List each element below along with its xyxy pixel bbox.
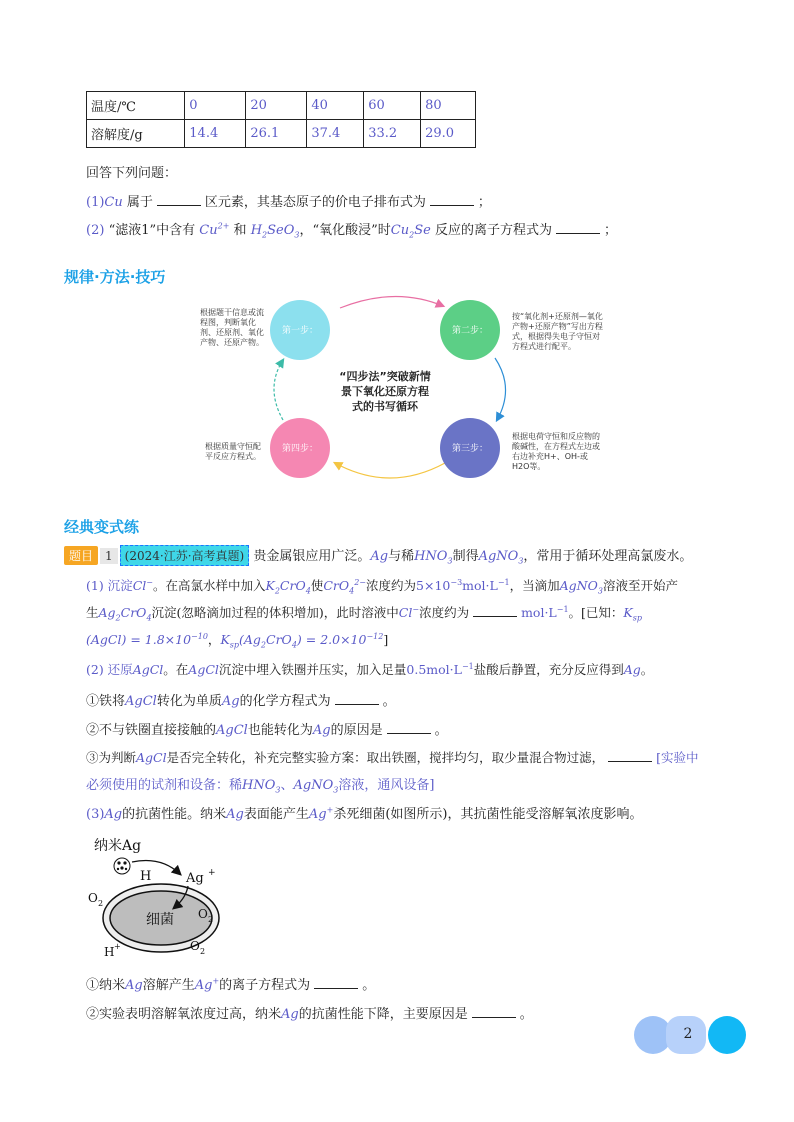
section-heading: 规律·方法·技巧 — [64, 268, 166, 286]
formula: mol·L — [462, 578, 498, 593]
o2-label: O — [190, 939, 200, 953]
bacteria-label: 细菌 — [146, 912, 174, 928]
formula: Ag — [221, 694, 240, 709]
part1-line2 — [86, 603, 642, 623]
text: 。 — [362, 978, 376, 993]
q2-text: “滤液1”中含有 — [108, 223, 196, 238]
o2-label: O — [198, 907, 208, 921]
formula: 3 — [333, 785, 339, 795]
formula: AgCl — [188, 662, 219, 677]
q2-text: 反应的离子方程式为 — [434, 223, 552, 238]
step3-note — [512, 432, 612, 472]
text: ①铁将 — [86, 694, 126, 709]
table-cell: 温度/℃ — [87, 92, 185, 120]
table-cell: 29.0 — [421, 120, 476, 148]
arrow — [340, 296, 443, 308]
formula: + — [326, 805, 334, 815]
text: 也能转化为 — [247, 723, 313, 738]
problem-text: 贵金属银应用广泛。 — [253, 549, 371, 564]
q1-text: 区元素，其基态原子的价电子排布式为 — [204, 195, 426, 210]
note-line: 根据题干信息或流 — [200, 308, 264, 317]
nano-ag-particle — [114, 858, 130, 874]
formula: 3 — [518, 556, 524, 566]
formula: −1 — [461, 661, 474, 671]
formula: sp — [632, 613, 642, 623]
q2-text: ； — [603, 223, 617, 238]
formula: CrO — [120, 605, 147, 620]
text: 。在 — [163, 662, 189, 677]
formula: AgCl — [132, 662, 164, 677]
part2 — [86, 660, 653, 678]
formula: 2 — [115, 613, 121, 623]
note-line: 产物+还原产物”写出方程 — [512, 322, 603, 331]
answer-blank[interactable] — [430, 193, 474, 206]
q2-formula: Cu — [199, 223, 218, 238]
center-title: 式的书写循环 — [352, 400, 418, 413]
q1-formula: Cu — [104, 195, 123, 210]
formula: Ag — [281, 1007, 299, 1022]
table-cell: 0 — [185, 92, 246, 120]
formula: Cl — [132, 578, 147, 593]
text: 、 — [280, 778, 294, 793]
subq-3-line2 — [86, 774, 434, 795]
formula: − — [412, 604, 420, 614]
o2-label: 2 — [200, 947, 206, 956]
q2-formula: H — [250, 223, 263, 238]
text: 的原因是 — [330, 723, 383, 738]
note-line: 剂、还原剂、氧化 — [200, 328, 264, 337]
q2-formula: Se — [414, 223, 431, 238]
text: 杀死细菌(如图所示)，其抗菌性能受溶解氧浓度影响。 — [333, 807, 643, 822]
formula: −1 — [556, 604, 569, 614]
note-line: 按“氧化剂+还原剂—氧化 — [512, 312, 603, 321]
formula: Ag — [312, 723, 331, 738]
part3 — [86, 803, 642, 822]
step1-note — [200, 308, 264, 348]
problem-text: ，常用于循环处理高氯废水。 — [523, 549, 693, 564]
text: 。 — [519, 1007, 533, 1022]
formula: 0.5mol·L — [406, 662, 462, 677]
q1-text: ； — [477, 195, 491, 210]
text: 的抗菌性能。纳米 — [122, 807, 227, 822]
step3-label: 第三步： — [451, 444, 489, 454]
note-line: 根据电荷守恒和反应物的 — [512, 432, 600, 441]
arrow — [274, 360, 283, 420]
q2-formula: 2+ — [217, 221, 230, 231]
formula: AgCl — [136, 750, 167, 765]
formula: sp — [229, 640, 240, 650]
answer-blank[interactable] — [608, 749, 652, 762]
step2-note — [512, 312, 612, 352]
formula: (AgCl) = 1.8×10 — [86, 632, 192, 647]
answer-blank[interactable] — [387, 721, 431, 734]
text: ] — [383, 632, 389, 647]
o2-label: 2 — [98, 899, 104, 908]
note-line: 产物、还原产物。 — [200, 338, 264, 347]
q2-text: 和 — [233, 223, 247, 238]
page-number-badge — [634, 1015, 746, 1055]
arrow — [335, 463, 445, 478]
center-title: “四步法”突破新情 — [339, 370, 431, 383]
table-cell: 80 — [421, 92, 476, 120]
text: 。[已知： — [568, 605, 624, 620]
badge-circle — [708, 1016, 746, 1054]
formula: Ag — [226, 807, 244, 822]
formula: 2− — [354, 577, 366, 587]
formula: K — [220, 632, 230, 647]
note-line: 右边补充H+、OH-或 — [512, 452, 588, 461]
text: 必须使用的试剂和设备：稀 — [86, 778, 243, 793]
text: 转化为单质 — [156, 694, 222, 709]
subq-1 — [86, 690, 396, 709]
note-line: 式，根据得失电子守恒对 — [512, 332, 600, 341]
table-cell: 37.4 — [307, 120, 364, 148]
ag-plus-label: + — [208, 868, 216, 878]
q2-formula: SeO — [267, 223, 295, 238]
text: 的离子方程式为 — [219, 978, 311, 993]
table-cell: 20 — [246, 92, 307, 120]
text: 溶解产生 — [142, 978, 195, 993]
part1-line1 — [86, 576, 678, 596]
subq-4 — [86, 974, 375, 993]
formula: Cl — [398, 605, 413, 620]
solubility-table — [86, 91, 476, 148]
formula: 4 — [349, 586, 355, 596]
center-title: 景下氧化还原方程 — [341, 385, 429, 398]
text: 使 — [310, 578, 324, 593]
formula: 4 — [305, 586, 311, 596]
subq-5 — [86, 1003, 533, 1022]
arrow — [495, 358, 506, 420]
answer-blank[interactable] — [314, 976, 358, 989]
intro-text: 回答下列问题： — [86, 166, 178, 181]
formula: Ag — [308, 807, 327, 822]
question-1 — [86, 191, 491, 210]
table-cell: 40 — [307, 92, 364, 120]
text: 。 — [640, 662, 654, 677]
q2-formula: 3 — [294, 230, 300, 240]
formula: 5×10 — [416, 578, 451, 593]
formula: HNO — [242, 778, 276, 793]
formula: 3 — [597, 586, 603, 596]
formula: CrO — [323, 578, 350, 593]
answer-blank[interactable] — [473, 604, 517, 617]
part1-line3 — [86, 630, 388, 650]
ag-plus-label: Ag — [186, 871, 204, 886]
text: 是否完全转化，补充完整实验方案：取出铁圈，搅拌均匀，取少量混合物过滤， — [166, 750, 605, 765]
formula: AgCl — [216, 723, 248, 738]
table-cell: 60 — [364, 92, 421, 120]
formula: (Ag — [239, 632, 261, 647]
table-cell: 26.1 — [246, 120, 307, 148]
step4-label: 第四步： — [281, 444, 319, 454]
note-line: 方程式进行配平。 — [512, 342, 576, 351]
note-line: H2O等。 — [512, 462, 546, 471]
formula: CrO — [266, 632, 292, 647]
problem-text: 制得 — [452, 549, 479, 564]
note-line: 平反应方程式。 — [205, 452, 261, 461]
bacteria-figure — [86, 832, 246, 964]
table-row — [87, 92, 476, 120]
text: 溶液至开始产 — [602, 578, 678, 593]
table-cell: 溶解度/g — [87, 120, 185, 148]
table-cell: 33.2 — [364, 120, 421, 148]
text: 。 — [382, 694, 396, 709]
q1-number: (1) — [86, 195, 105, 210]
note-line: 根据质量守恒配 — [205, 442, 261, 451]
formula: −1 — [497, 577, 510, 587]
formula: ) = 2.0×10 — [296, 632, 367, 647]
formula: Ag — [370, 549, 389, 564]
formula: AgCl — [125, 694, 157, 709]
answer-blank[interactable] — [157, 193, 201, 206]
formula: K — [265, 578, 275, 593]
q2-text: ，“氧化酸浸”时 — [299, 223, 391, 238]
note-line: 酸碱性，在方程式左边或 — [512, 442, 600, 451]
formula: 3 — [275, 785, 281, 795]
formula: Ag — [104, 807, 123, 822]
q2-number: (2) — [86, 223, 105, 238]
subq-2 — [86, 719, 448, 738]
nano-ag-label: 纳米Ag — [94, 838, 142, 854]
formula: AgNO — [478, 549, 519, 564]
text: (3) — [86, 807, 105, 822]
o2-label: O — [88, 891, 98, 905]
text: 。 — [434, 723, 448, 738]
text: ，当滴加 — [509, 578, 560, 593]
problem-source: (2024·江苏·高考真题) — [120, 545, 250, 566]
problem-tag: 题目 — [64, 546, 98, 565]
answer-blank[interactable] — [556, 221, 600, 234]
step1-label: 第一步： — [281, 326, 319, 336]
section-heading: 经典变式练 — [64, 518, 140, 536]
problem-header — [64, 545, 692, 566]
q1-text: 属于 — [126, 195, 153, 210]
q2-formula: 2 — [262, 230, 268, 240]
page-number: 2 — [683, 1026, 693, 1042]
q2-formula: Cu — [390, 223, 410, 238]
formula: K — [623, 605, 633, 620]
subq-3-line1 — [86, 748, 699, 766]
note-line: 程图，判断氧化 — [200, 318, 256, 327]
h-plus-label: H — [104, 945, 115, 959]
formula: − — [146, 577, 153, 587]
question-2 — [86, 219, 617, 240]
text: 盐酸后静置，充分反应得到 — [473, 662, 624, 677]
text: 沉淀(忽略滴加过程的体积增加)，此时溶液中 — [151, 605, 399, 620]
text: ①纳米 — [86, 978, 126, 993]
text: 表面能产生 — [243, 807, 309, 822]
formula: Ag — [194, 978, 213, 993]
formula: mol·L — [521, 605, 557, 620]
text: 生 — [86, 605, 99, 620]
formula: 2 — [260, 640, 267, 650]
text: ②不与铁圈直接接触的 — [86, 723, 217, 738]
text: 。在高氯水样中加入 — [152, 578, 266, 593]
text: ②实验表明溶解氧浓度过高，纳米 — [86, 1007, 282, 1022]
formula: Ag — [125, 978, 143, 993]
h-label: H — [140, 869, 152, 884]
text: 浓度约为 — [366, 578, 417, 593]
formula: 2 — [274, 586, 280, 596]
h-plus-label: + — [114, 942, 121, 951]
formula: HNO — [414, 549, 448, 564]
formula: AgNO — [559, 578, 598, 593]
formula: Ag — [623, 662, 641, 677]
table-cell: 14.4 — [185, 120, 246, 148]
text: [实验中 — [656, 750, 699, 765]
text: (2) 还原 — [86, 662, 133, 677]
o2-label: 2 — [208, 915, 214, 924]
formula: CrO — [279, 578, 306, 593]
formula: 4 — [291, 640, 297, 650]
formula: 4 — [146, 613, 152, 623]
formula: −3 — [450, 577, 463, 587]
text: 沉淀中埋入铁圈并压实，加入足量 — [218, 662, 407, 677]
text: 的抗菌性能下降，主要原因是 — [298, 1007, 468, 1022]
problem-number: 1 — [100, 548, 118, 564]
table-row — [87, 120, 476, 148]
text: ③为判断 — [86, 750, 137, 765]
formula: Ag — [98, 605, 116, 620]
answer-blank[interactable] — [335, 692, 379, 705]
text: ， — [207, 632, 221, 647]
formula: AgNO — [293, 778, 334, 793]
answer-blank[interactable] — [472, 1005, 516, 1018]
problem-text: 与稀 — [388, 549, 415, 564]
text: 溶液，通风设备] — [338, 778, 435, 793]
formula: −10 — [191, 631, 208, 641]
text: (1) 沉淀 — [86, 578, 133, 593]
formula: + — [212, 976, 220, 986]
q2-formula: 2 — [409, 230, 415, 240]
text: 浓度约为 — [419, 605, 470, 620]
step4-note — [205, 442, 273, 462]
step2-label: 第二步： — [451, 326, 489, 336]
text: 的化学方程式为 — [239, 694, 331, 709]
formula: −12 — [366, 631, 384, 641]
formula: 3 — [447, 556, 453, 566]
